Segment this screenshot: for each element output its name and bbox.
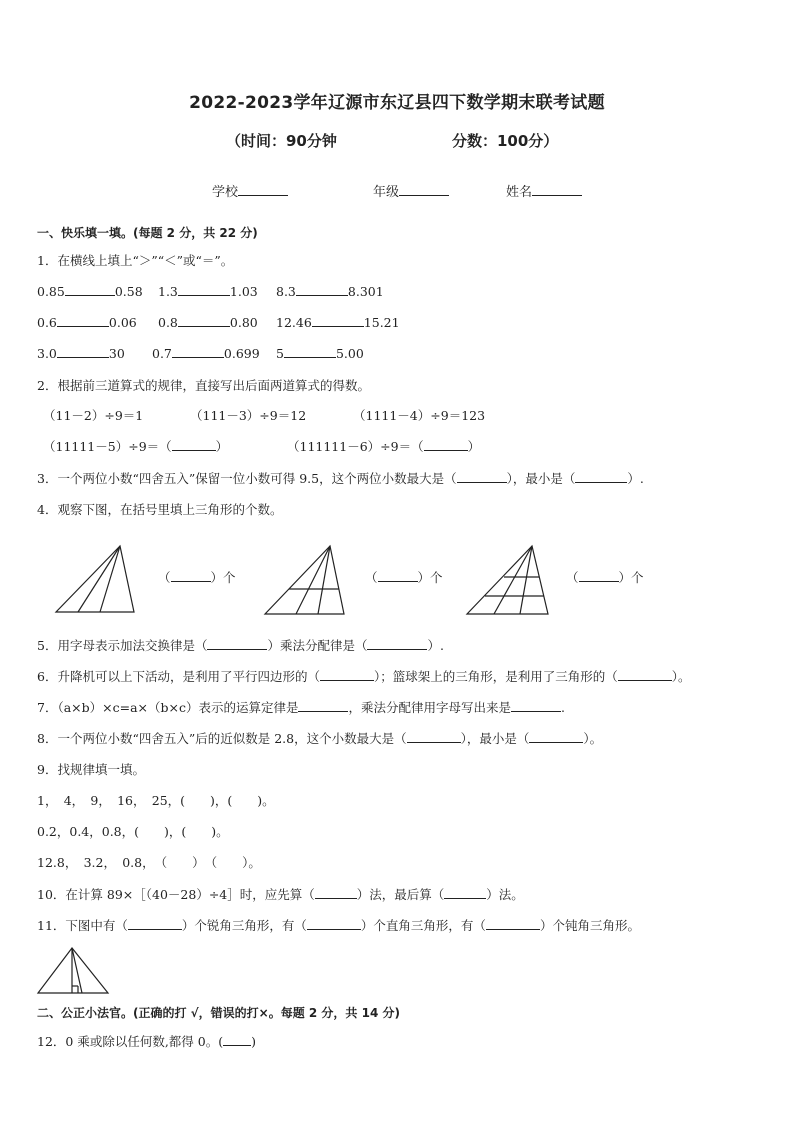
compare-blank[interactable]: [284, 344, 336, 358]
compare-blank[interactable]: [172, 344, 224, 358]
q2-equation: （111111－6）÷9＝（ ）: [287, 439, 481, 454]
page-title: 2022-2023学年辽源市东辽县四下数学期末联考试题: [189, 93, 605, 113]
triangle-figure-3: [464, 544, 550, 616]
name-field: [506, 181, 582, 200]
q2-stem: 2．根据前三道算式的规律，直接写出后面两道算式的得数。: [37, 378, 370, 393]
section-2-heading: 二、公正小法官。(正确的打 √，错误的打×。每题 2 分，共 14 分): [37, 1006, 400, 1020]
q9-stem: 9．找规律填一填。: [37, 762, 145, 777]
answer-blank[interactable]: [529, 729, 583, 743]
q4-answer-3: （ ）个: [566, 570, 644, 585]
school-blank[interactable]: [238, 181, 288, 196]
q2-equation: （11－2）÷9＝1: [43, 408, 144, 423]
name-label: 姓名: [506, 185, 533, 200]
q9-sequence-3: 12.8， 3.2， 0.8， （ ） （ ）。: [37, 855, 261, 870]
grade-blank[interactable]: [399, 181, 449, 196]
q11-question: 11．下图中有（ ）个锐角三角形，有（ ）个直角三角形，有（ ）个钝角三角形。: [37, 918, 640, 933]
q1-item: 0.6 0.06: [37, 315, 137, 330]
q1-item: 12.46 15.21: [276, 315, 400, 330]
answer-blank[interactable]: [315, 885, 357, 899]
answer-blank[interactable]: [618, 667, 672, 681]
section-1-heading: 一、快乐填一填。(每题 2 分，共 22 分): [37, 226, 258, 240]
answer-blank[interactable]: [407, 729, 461, 743]
answer-blank[interactable]: [367, 636, 427, 650]
answer-blank[interactable]: [223, 1032, 251, 1046]
q5-question: 5．用字母表示加法交换律是（ ）乘法分配律是（ ）.: [37, 638, 444, 653]
answer-blank[interactable]: [444, 885, 486, 899]
compare-blank[interactable]: [178, 282, 230, 296]
answer-blank[interactable]: [207, 636, 267, 650]
grade-field: [373, 181, 449, 200]
answer-blank[interactable]: [511, 698, 561, 712]
school-field: [212, 181, 288, 200]
school-label: 学校: [212, 185, 239, 200]
q9-sequence-1: 1， 4， 9， 16， 25，( )，( )。: [37, 793, 275, 808]
answer-blank[interactable]: [172, 437, 216, 451]
grade-label: 年级: [373, 185, 400, 200]
answer-blank[interactable]: [171, 568, 211, 582]
answer-blank[interactable]: [128, 916, 182, 930]
compare-blank[interactable]: [312, 313, 364, 327]
q1-stem: 1．在横线上填上“＞”“＜”或“＝”。: [37, 253, 234, 268]
compare-blank[interactable]: [65, 282, 115, 296]
q1-item: 0.8 0.80: [158, 315, 258, 330]
q8-question: 8．一个两位小数“四舍五入”后的近似数是 2.8，这个小数最大是（ ），最小是（ ）。: [37, 731, 603, 746]
q10-question: 10．在计算 89×［（40－28）÷4］时，应先算（ ）法，最后算（ ）法。: [37, 887, 524, 902]
q1-item: 3.0 30: [37, 346, 125, 361]
q9-sequence-2: 0.2，0.4，0.8，( )，( )。: [37, 824, 229, 839]
answer-blank[interactable]: [579, 568, 619, 582]
answer-blank[interactable]: [307, 916, 361, 930]
q1-item: 1.3 1.03: [158, 284, 258, 299]
compare-blank[interactable]: [178, 313, 230, 327]
name-blank[interactable]: [532, 181, 582, 196]
triangle-figure-1: [54, 544, 136, 614]
q1-item: 0.85 0.58: [37, 284, 143, 299]
q6-question: 6．升降机可以上下活动，是利用了平行四边形的（ ）；篮球架上的三角形，是利用了三角形的（ ）。: [37, 669, 691, 684]
answer-blank[interactable]: [378, 568, 418, 582]
answer-blank[interactable]: [575, 469, 627, 483]
q2-equation: （11111－5）÷9＝（ ）: [43, 439, 229, 454]
triangle-figure-2: [262, 544, 346, 616]
total-score: 分数：100分）: [452, 132, 559, 150]
q4-answer-2: （ ）个: [365, 570, 443, 585]
compare-blank[interactable]: [57, 313, 109, 327]
answer-blank[interactable]: [457, 469, 507, 483]
q1-item: 0.7 0.699: [152, 346, 260, 361]
q3-question: 3．一个两位小数“四舍五入”保留一位小数可得 9.5，这个两位小数最大是（ ），最小是（ ）.: [37, 471, 644, 486]
answer-blank[interactable]: [486, 916, 540, 930]
q7-question: 7．（a×b）×c=a×（b×c）表示的运算定律是 ，乘法分配律用字母写出来是 .: [37, 700, 565, 715]
q1-item: 8.3 8.301: [276, 284, 384, 299]
answer-blank[interactable]: [424, 437, 468, 451]
answer-blank[interactable]: [320, 667, 374, 681]
q2-equation: （1111－4）÷9＝123: [353, 408, 486, 423]
q4-stem: 4．观察下图，在括号里填上三角形的个数。: [37, 502, 283, 517]
compare-blank[interactable]: [296, 282, 348, 296]
q2-equation: （111－3）÷9＝12: [190, 408, 307, 423]
q1-item: 5 5.00: [276, 346, 364, 361]
answer-blank[interactable]: [298, 698, 348, 712]
q4-answer-1: （ ）个: [158, 570, 236, 585]
compare-blank[interactable]: [57, 344, 109, 358]
triangle-figure-4: [36, 946, 110, 996]
q12-question: 12．0 乘或除以任何数,都得 0。( ): [37, 1034, 256, 1049]
time-limit: （时间：90分钟: [226, 132, 337, 150]
